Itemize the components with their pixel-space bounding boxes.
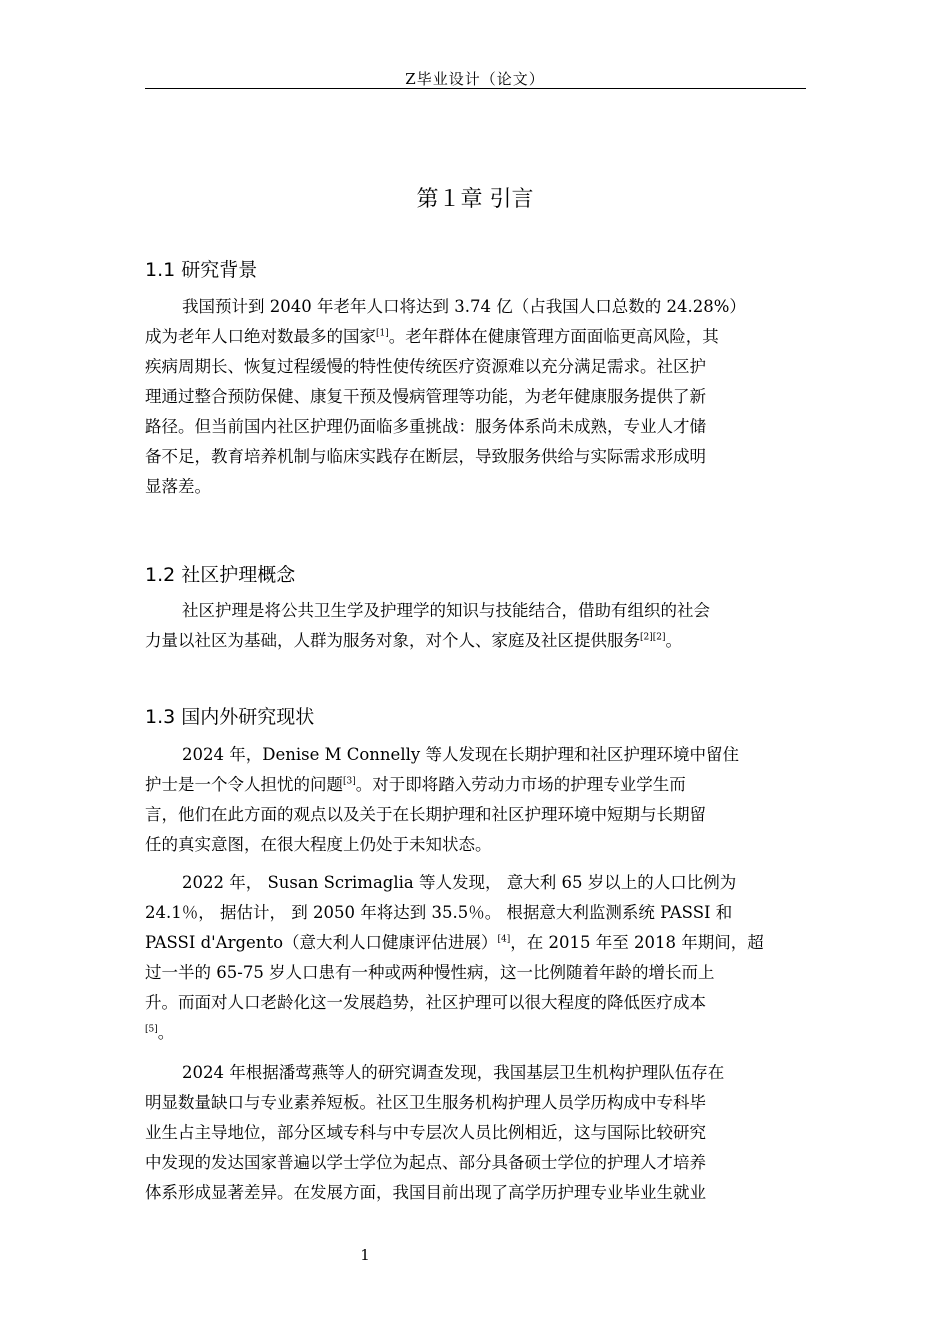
section-heading-1-3: 1.3 国内外研究现状: [145, 706, 315, 728]
text-line: 24.1％， 据估计， 到 2050 年将达到 35.5％。 根据意大利监测系统 PASSI 和: [145, 903, 733, 922]
header-rule: [145, 88, 806, 89]
citation: [5]: [145, 1024, 158, 1035]
text-line: 言，他们在此方面的观点以及关于在长期护理和社区护理环境中短期与长期留: [145, 805, 706, 824]
citation: [1]: [376, 328, 389, 339]
text-span: 成为老年人口绝对数最多的国家: [145, 327, 376, 346]
text-line: 显落差。: [145, 477, 211, 496]
text-span: 。: [157, 1023, 175, 1042]
text-span: 护士是一个令人担忧的问题: [145, 775, 343, 794]
text-line: 业生占主导地位，部分区域专科与中专层次人员比例相近，这与国际比较研究: [145, 1123, 706, 1142]
paragraph-research-3: [145, 1058, 805, 1208]
text-line: [145, 626, 805, 656]
text-line: [145, 770, 805, 800]
citation: [2][2]: [640, 632, 666, 643]
page-number: 1: [360, 1246, 370, 1264]
text-line: 2024 年根据潘莺燕等人的研究调查发现，我国基层卫生机构护理队伍存在: [182, 1063, 725, 1082]
section-heading-1-1: 1.1 研究背景: [145, 259, 258, 281]
text-line: [145, 1018, 805, 1048]
chapter-title: 第１章 引言: [416, 187, 534, 212]
text-line: 升。而面对人口老龄化这一发展趋势，社区护理可以很大程度的降低医疗成本: [145, 993, 706, 1012]
text-span: 。: [665, 631, 682, 650]
text-span: 。对于即将踏入劳动力市场的护理专业学生而: [355, 775, 686, 794]
running-header: Z毕业设计（论文）: [405, 70, 545, 88]
paragraph-research-1: [145, 740, 805, 860]
citation: [3]: [343, 776, 356, 787]
text-line: [145, 928, 805, 958]
citation: [4]: [497, 934, 511, 945]
text-line: 疾病周期长、恢复过程缓慢的特性使传统医疗资源难以充分满足需求。社区护: [145, 357, 706, 376]
text-line: 任的真实意图，在很大程度上仍处于未知状态。: [145, 835, 492, 854]
paragraph-background: [145, 292, 805, 502]
paragraph-research-2: [145, 868, 805, 1048]
text-line: 理通过整合预防保健、康复干预及慢病管理等功能，为老年健康服务提供了新: [145, 387, 706, 406]
text-line: 2024 年，Denise M Connelly 等人发现在长期护理和社区护理环境中留住: [182, 745, 739, 764]
text-span: PASSI d'Argento（意大利人口健康评估进展）: [145, 933, 498, 952]
section-heading-1-2: 1.2 社区护理概念: [145, 564, 296, 586]
text-line: 备不足，教育培养机制与临床实践存在断层，导致服务供给与实际需求形成明: [145, 447, 706, 466]
paragraph-concept: [145, 596, 805, 656]
text-line: 路径。但当前国内社区护理仍面临多重挑战：服务体系尚未成熟，专业人才储: [145, 417, 706, 436]
text-line: 我国预计到 2040 年老年人口将达到 3.74 亿（占我国人口总数的 24.28%）: [182, 297, 746, 316]
text-line: 2022 年， Susan Scrimaglia 等人发现， 意大利 65 岁以上的人口比例为: [182, 873, 737, 892]
text-line: 体系形成显著差异。在发展方面，我国目前出现了高学历护理专业毕业生就业: [145, 1183, 706, 1202]
text-line: 明显数量缺口与专业素养短板。社区卫生服务机构护理人员学历构成中专科毕: [145, 1093, 706, 1112]
text-line: 过一半的 65-75 岁人口患有一种或两种慢性病，这一比例随着年龄的增长而上: [145, 963, 715, 982]
text-span: 力量以社区为基础，人群为服务对象，对个人、家庭及社区提供服务: [145, 631, 640, 650]
text-line: [145, 322, 805, 352]
text-line: 社区护理是将公共卫生学及护理学的知识与技能结合，借助有组织的社会: [182, 601, 710, 620]
text-line: 中发现的发达国家普遍以学士学位为起点、部分具备硕士学位的护理人才培养: [145, 1153, 706, 1172]
text-span: 。老年群体在健康管理方面面临更高风险，其: [388, 327, 719, 346]
text-span: ，在 2015 年至 2018 年期间，超: [510, 933, 764, 952]
